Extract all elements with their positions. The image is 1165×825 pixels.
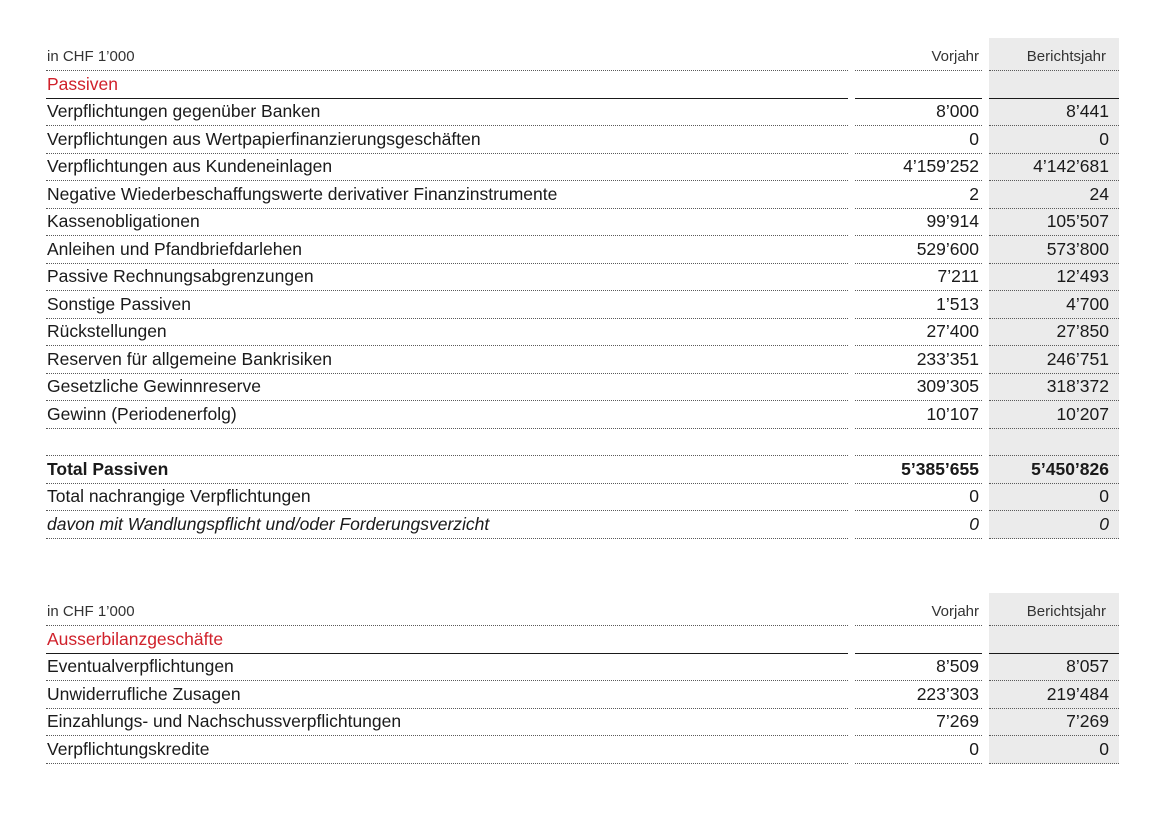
row-label: Passive Rechnungsabgrenzungen — [46, 264, 848, 292]
row-value-berichtsjahr: 24 — [989, 181, 1119, 209]
row-value-vorjahr: 10’107 — [855, 401, 982, 429]
row-value-vorjahr: 8’509 — [855, 654, 982, 682]
row-label: Sonstige Passiven — [46, 291, 848, 319]
total-value-berichtsjahr: 5’450’826 — [989, 456, 1119, 484]
row-label: Verpflichtungen aus Wertpapierfinanzierungsgeschäften — [46, 126, 848, 154]
table-row — [46, 654, 1119, 682]
table-row — [46, 736, 1119, 764]
row-label: Negative Wiederbeschaffungswerte derivativer Finanzinstrumente — [46, 181, 848, 209]
row-value-berichtsjahr: 0 — [989, 511, 1119, 539]
table-row — [46, 291, 1119, 319]
table-header — [46, 38, 1119, 71]
row-value-berichtsjahr: 27’850 — [989, 319, 1119, 347]
row-value-vorjahr: 529’600 — [855, 236, 982, 264]
spacer-row — [46, 429, 1119, 457]
column-header-berichtsjahr: Berichtsjahr — [989, 38, 1119, 71]
unit-label: in CHF 1’000 — [46, 593, 848, 626]
table-row — [46, 264, 1119, 292]
row-value-berichtsjahr: 7’269 — [989, 709, 1119, 737]
table-row — [46, 374, 1119, 402]
table-row — [46, 319, 1119, 347]
row-value-berichtsjahr: 0 — [989, 736, 1119, 764]
row-label: Rückstellungen — [46, 319, 848, 347]
row-value-berichtsjahr: 573’800 — [989, 236, 1119, 264]
section-title: Ausserbilanzgeschäfte — [46, 626, 848, 654]
row-value-vorjahr: 99’914 — [855, 209, 982, 237]
row-value-berichtsjahr: 10’207 — [989, 401, 1119, 429]
table-row — [46, 236, 1119, 264]
row-value-berichtsjahr: 219’484 — [989, 681, 1119, 709]
row-value-berichtsjahr: 246’751 — [989, 346, 1119, 374]
row-label: Einzahlungs- und Nachschussverpflichtungen — [46, 709, 848, 737]
offbalance-table — [46, 593, 1119, 764]
column-header-berichtsjahr: Berichtsjahr — [989, 593, 1119, 626]
row-value-vorjahr: 0 — [855, 736, 982, 764]
row-label: Gesetzliche Gewinnreserve — [46, 374, 848, 402]
row-value-vorjahr: 4’159’252 — [855, 154, 982, 182]
table-header — [46, 593, 1119, 626]
row-value-berichtsjahr: 105’507 — [989, 209, 1119, 237]
row-value-vorjahr: 233’351 — [855, 346, 982, 374]
row-value-berichtsjahr: 8’057 — [989, 654, 1119, 682]
row-label: Kassenobligationen — [46, 209, 848, 237]
table-row — [46, 99, 1119, 127]
table-row — [46, 709, 1119, 737]
row-label: Total nachrangige Verpflichtungen — [46, 484, 848, 512]
table-row — [46, 346, 1119, 374]
column-header-vorjahr: Vorjahr — [855, 593, 982, 626]
row-value-berichtsjahr: 318’372 — [989, 374, 1119, 402]
passiven-table — [46, 38, 1119, 539]
row-value-vorjahr: 0 — [855, 126, 982, 154]
total-label: Total Passiven — [46, 456, 848, 484]
total-value-vorjahr: 5’385’655 — [855, 456, 982, 484]
row-label: Anleihen und Pfandbriefdarlehen — [46, 236, 848, 264]
row-value-berichtsjahr: 0 — [989, 126, 1119, 154]
table-row — [46, 209, 1119, 237]
row-value-berichtsjahr: 8’441 — [989, 99, 1119, 127]
table-row — [46, 401, 1119, 429]
section-title-row — [46, 71, 1119, 99]
row-label: davon mit Wandlungspflicht und/oder Forderungsverzicht — [46, 511, 848, 539]
row-value-vorjahr: 0 — [855, 484, 982, 512]
row-value-berichtsjahr: 0 — [989, 484, 1119, 512]
table-row — [46, 181, 1119, 209]
table-row — [46, 126, 1119, 154]
section-title: Passiven — [46, 71, 848, 99]
row-value-vorjahr: 0 — [855, 511, 982, 539]
subordinated-row — [46, 484, 1119, 512]
row-label: Verpflichtungen gegenüber Banken — [46, 99, 848, 127]
row-value-vorjahr: 7’211 — [855, 264, 982, 292]
row-value-berichtsjahr: 4’142’681 — [989, 154, 1119, 182]
row-value-vorjahr: 1’513 — [855, 291, 982, 319]
subordinated-detail-row — [46, 511, 1119, 539]
table-row — [46, 154, 1119, 182]
row-label: Unwiderrufliche Zusagen — [46, 681, 848, 709]
section-title-row — [46, 626, 1119, 654]
row-value-berichtsjahr: 12’493 — [989, 264, 1119, 292]
row-label: Verpflichtungskredite — [46, 736, 848, 764]
row-value-vorjahr: 7’269 — [855, 709, 982, 737]
row-label: Eventualverpflichtungen — [46, 654, 848, 682]
row-label: Gewinn (Periodenerfolg) — [46, 401, 848, 429]
row-value-vorjahr: 309’305 — [855, 374, 982, 402]
row-value-vorjahr: 2 — [855, 181, 982, 209]
total-row — [46, 456, 1119, 484]
row-value-berichtsjahr: 4’700 — [989, 291, 1119, 319]
row-value-vorjahr: 8’000 — [855, 99, 982, 127]
row-value-vorjahr: 27’400 — [855, 319, 982, 347]
row-value-vorjahr: 223’303 — [855, 681, 982, 709]
table-row — [46, 681, 1119, 709]
row-label: Reserven für allgemeine Bankrisiken — [46, 346, 848, 374]
row-label: Verpflichtungen aus Kundeneinlagen — [46, 154, 848, 182]
column-header-vorjahr: Vorjahr — [855, 38, 982, 71]
unit-label: in CHF 1’000 — [46, 38, 848, 71]
